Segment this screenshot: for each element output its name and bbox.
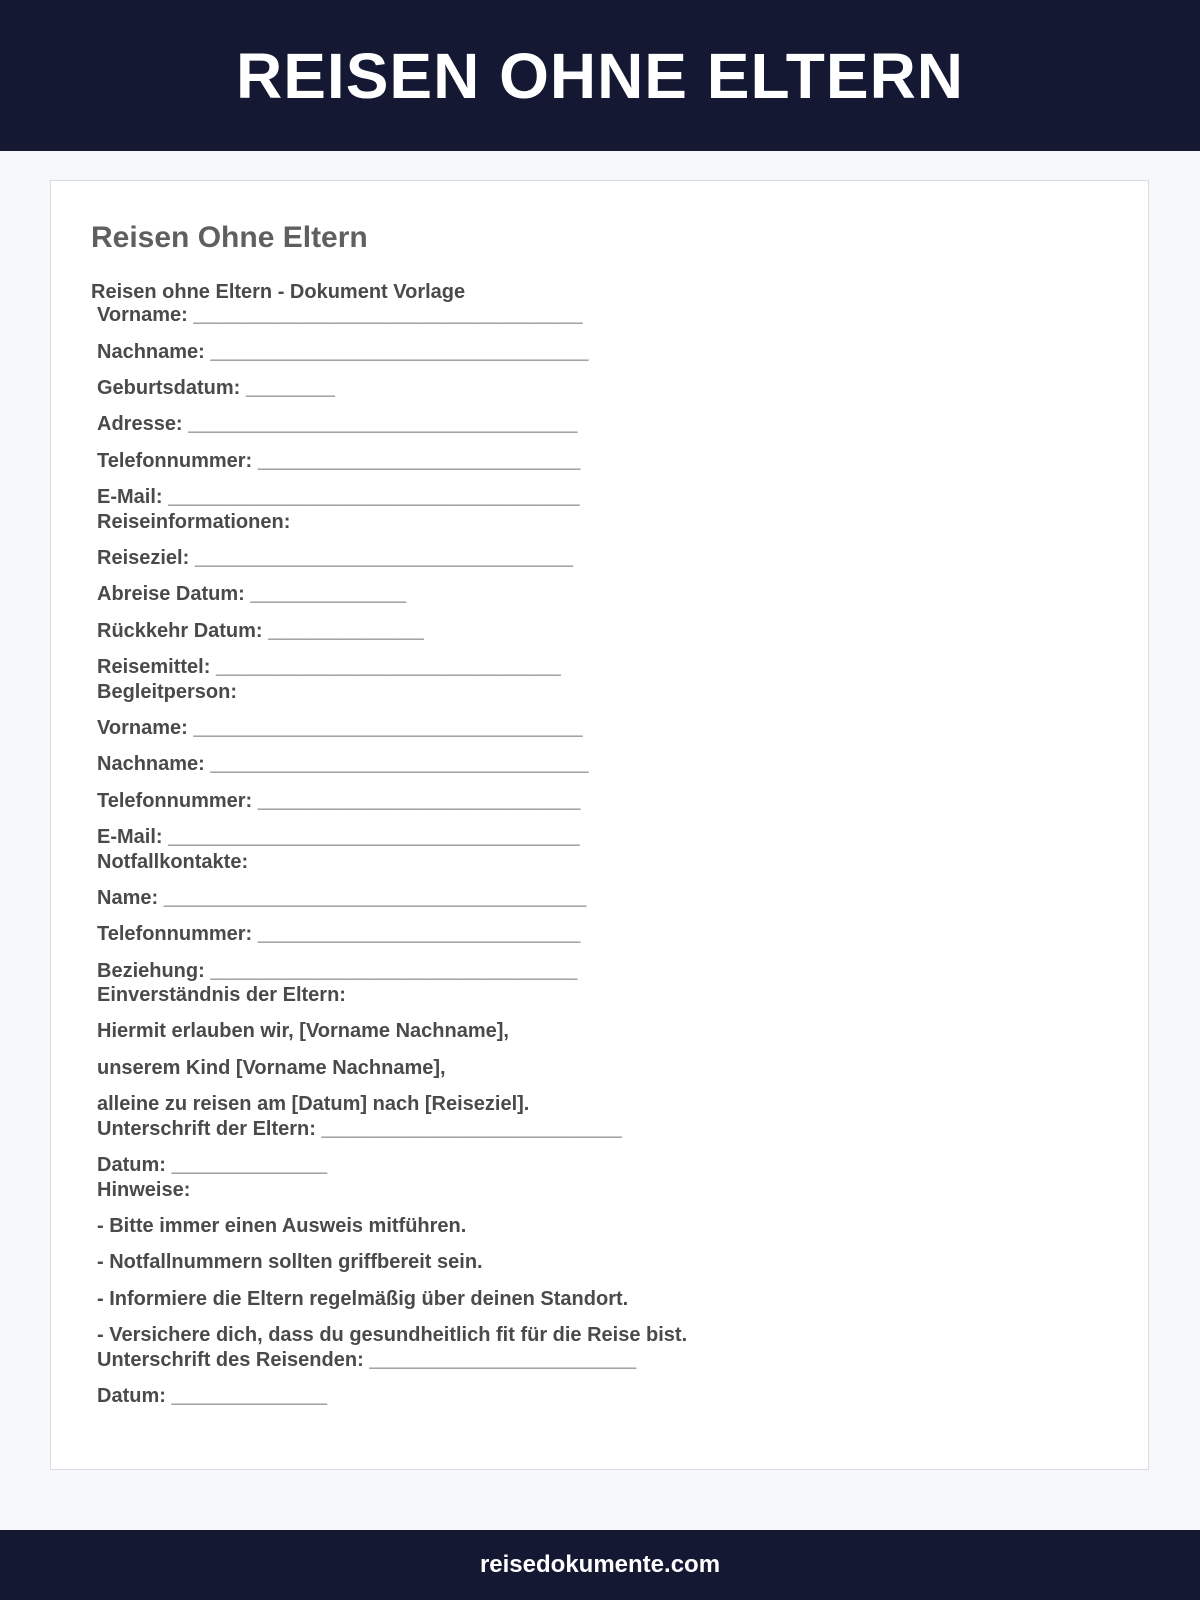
document-line: Telefonnummer: _____________________________ xyxy=(97,450,581,472)
document-line: Vorname: ___________________________________ xyxy=(97,717,583,739)
page-banner-title: REISEN OHNE ELTERN xyxy=(236,39,964,112)
document-line: Reisemittel: _______________________________ xyxy=(97,656,561,678)
document-line: Reiseinformationen: xyxy=(97,511,291,533)
document-line: Datum: ______________ xyxy=(97,1154,328,1176)
document-line: Unterschrift des Reisenden: ________________________ xyxy=(97,1349,637,1371)
document-line: Hinweise: xyxy=(97,1179,191,1201)
page-header xyxy=(0,0,1200,151)
document-line: - Notfallnummern sollten griffbereit sein. xyxy=(97,1251,483,1273)
document-subtitle: Reisen ohne Eltern - Dokument Vorlage xyxy=(91,281,466,303)
document-line: Datum: ______________ xyxy=(97,1385,328,1407)
document-line: Begleitperson: xyxy=(97,681,238,703)
document-line: Vorname: ___________________________________ xyxy=(97,304,583,326)
document-line: Hiermit erlauben wir, [Vorname Nachname], xyxy=(97,1020,509,1042)
page-footer xyxy=(0,1530,1200,1600)
document-line: Name: ______________________________________ xyxy=(97,887,587,909)
document-line: Beziehung: _________________________________ xyxy=(97,960,578,982)
document-line: alleine zu reisen am [Datum] nach [Reiseziel]. xyxy=(97,1093,530,1115)
document-line: Notfallkontakte: xyxy=(97,851,249,873)
document-line: Geburtsdatum: ________ xyxy=(97,377,335,399)
document-card xyxy=(50,180,1149,1470)
document-line: E-Mail: _____________________________________ xyxy=(97,486,580,508)
document-line: - Bitte immer einen Ausweis mitführen. xyxy=(97,1215,467,1237)
document-line: Reiseziel: __________________________________ xyxy=(97,547,574,569)
document-line: Unterschrift der Eltern: ___________________________ xyxy=(97,1118,622,1140)
document-line: Abreise Datum: ______________ xyxy=(97,583,407,605)
document-line: - Informiere die Eltern regelmäßig über deinen Standort. xyxy=(97,1288,629,1310)
document-line: Einverständnis der Eltern: xyxy=(97,984,346,1006)
document-line: Telefonnummer: _____________________________ xyxy=(97,923,581,945)
document-line: Telefonnummer: _____________________________ xyxy=(97,790,581,812)
footer-domain: reisedokumente.com xyxy=(479,1551,721,1578)
document-line: unserem Kind [Vorname Nachname], xyxy=(97,1057,446,1079)
document-line: Rückkehr Datum: ______________ xyxy=(97,620,424,642)
document-title: Reisen Ohne Eltern xyxy=(91,221,368,254)
document-line: E-Mail: _____________________________________ xyxy=(97,826,580,848)
document-line: Adresse: ___________________________________ xyxy=(97,413,578,435)
document-line: Nachname: __________________________________ xyxy=(97,341,589,363)
document-line: - Versichere dich, dass du gesundheitlich fit für die Reise bist. xyxy=(97,1324,688,1346)
document-line: Nachname: __________________________________ xyxy=(97,753,589,775)
